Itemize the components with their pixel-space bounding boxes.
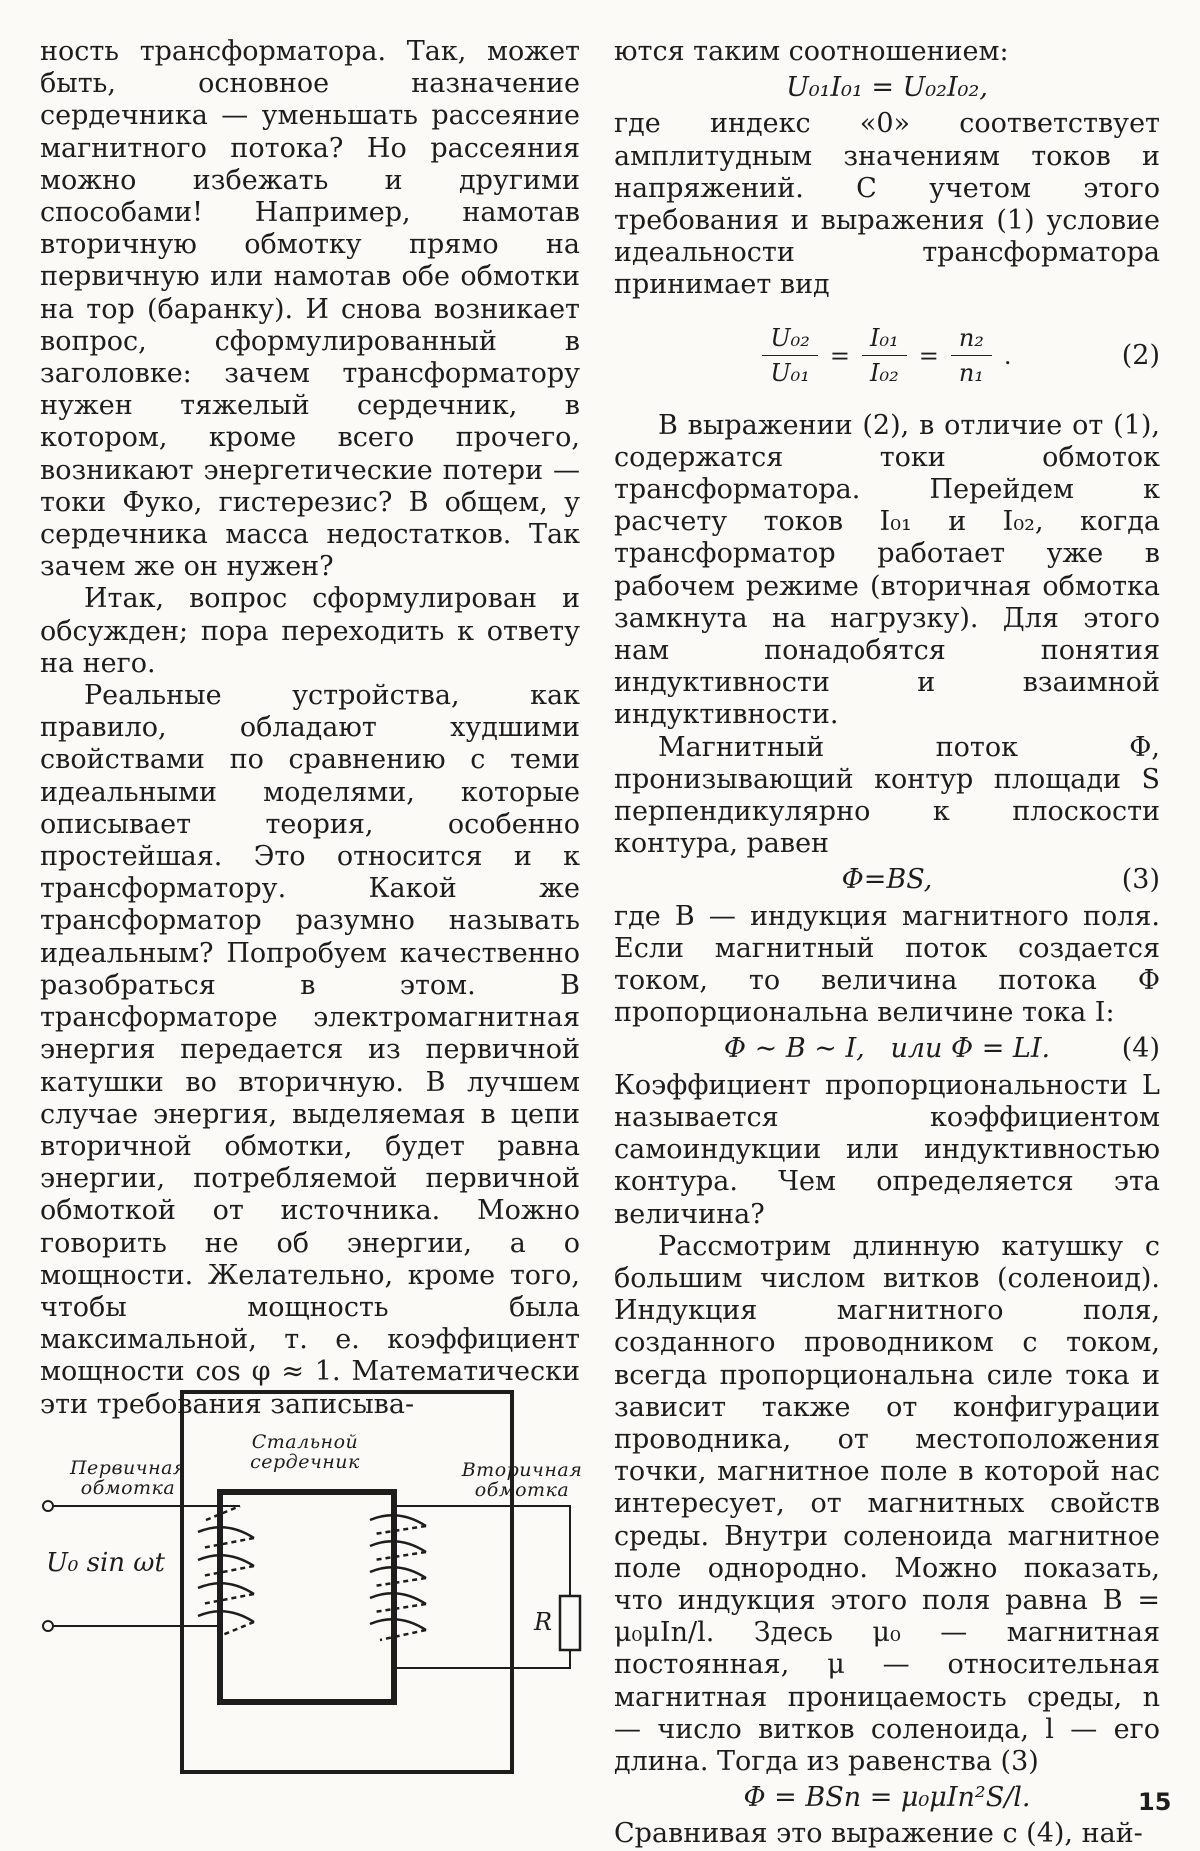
resistor-label: R (534, 1608, 553, 1636)
secondary-winding-label: Вторичная обмотка (461, 1459, 583, 1501)
fraction-turns (951, 324, 992, 387)
paragraph: Магнитный поток Φ, пронизывающий контур площади S перпендикулярно к плоскости контура, равен (614, 731, 1160, 860)
fraction-numerator: I₀₁ (862, 324, 907, 356)
transformer-diagram (40, 1370, 600, 1790)
primary-coil (198, 1506, 254, 1636)
secondary-coil (370, 1515, 426, 1640)
terminal-bottom (43, 1621, 53, 1631)
equals-sign: = (918, 341, 939, 370)
fraction-denominator: U₀₁ (770, 359, 810, 388)
fraction-numerator: n₂ (951, 324, 992, 356)
fraction-denominator: n₁ (958, 359, 984, 388)
secondary-bottom-wire (394, 1648, 570, 1668)
secondary-top-wire (394, 1506, 570, 1598)
equation-number: (2) (1121, 340, 1160, 372)
paragraph: В выражении (2), в отличие от (1), содержатся токи обмоток трансформатора. Перейдем к расчету токов I₀₁ и I₀₂, когда трансформатор работает уже в рабочем режиме (вторичная обмотка замкнута на нагрузку). Для этого нам понадобятся понятия индуктивности и взаимной индуктивности. (614, 409, 1160, 731)
primary-winding-label: Первичная обмотка (69, 1457, 186, 1499)
paragraph: ются таким соотношением: (614, 36, 1009, 67)
fraction-denominator: I₀₂ (870, 359, 899, 388)
equation-text: Φ=BS, (841, 864, 933, 896)
paragraph: где индекс «0» соответствует амплитудным значениям токов и напряжений. С учетом этого требования и выражения (1) условие идеальности трансформатора принимает вид (614, 108, 1160, 301)
fraction-numerator: U₀₂ (762, 324, 817, 356)
equation-2 (614, 302, 1160, 410)
resistor (560, 1596, 580, 1650)
equation-3 (614, 864, 1160, 896)
equation-number: (4) (1121, 1033, 1160, 1065)
right-column (614, 36, 1160, 1851)
paragraph: Итак, вопрос сформулирован и обсужден; пора переходить к ответу на него. (40, 583, 580, 679)
left-column (40, 36, 580, 1421)
equation-4 (614, 1033, 1160, 1065)
source-voltage-label: U₀ sin ωt (46, 1548, 165, 1578)
core-inner-frame (220, 1492, 394, 1702)
paragraph: Сравнивая это выражение с (4), най- (614, 1818, 1143, 1850)
equation-number: (3) (1121, 864, 1160, 896)
terminal-top (43, 1501, 53, 1511)
equation-text: Φ ∼ B ∼ I, или Φ = LI. (723, 1033, 1051, 1065)
fraction-current (862, 324, 907, 387)
paragraph: ность трансформатора. Так, может быть, основное назначение сердечника — уменьшать рассеяние магнитного потока? Но рассеяния можно избежать и другими способами! Например, намотав вторичную обмотку прямо на первичную или намотав обе обмотки на тор (баранку). И снова возникает вопрос, сформулированный в заголовке: зачем трансформатору нужен тяжелый сердечник, в котором, кроме всего прочего, возникают энергетические потери — токи Фуко, гистерезис? В общем, у сердечника масса недостатков. Так зачем же он нужен? (40, 36, 580, 583)
paragraph: где B — индукция магнитного поля. Если магнитный поток создается током, то величина потока Φ пропорциональна величине тока I: (614, 900, 1160, 1029)
equation-1: U₀₁I₀₁ = U₀₂I₀₂, (786, 72, 988, 104)
equals-sign: = (829, 341, 850, 370)
paragraph: Рассмотрим длинную катушку с большим числом витков (соленоид). Индукция магнитного поля, созданного проводником с током, всегда пропорциональна силе тока и зависит также от конфигурации проводника, от местоположения точки, магнитное поле в которой нас интересует, от магнитных свойств среды. Внутри соленоида магнитное поле однородно. Можно показать, что индукция этого поля равна B = μ₀μIn/l. Здесь μ₀ — магнитная постоянная, μ — относительная магнитная проницаемость среды, n — число витков соленоида, l — его длина. Тогда из равенства (3) (614, 1230, 1160, 1777)
paragraph: Реальные устройства, как правило, обладают худшими свойствами по сравнению с теми идеальными моделями, которые описывает теория, особенно простейшая. Это относится и к трансформатору. Какой же трансформатор разумно называть идеальным? Попробуем качественно разобраться в этом. В трансформаторе электромагнитная энергия передается из первичной катушки во вторичную. В лучшем случае энергия, выделяемая в цепи вторичной обмотки, будет равна энергии, потребляемой первичной обмоткой от источника. Можно говорить не об энергии, а о мощности. Желательно, кроме того, чтобы мощность была максимальной, т. е. коэффициент мощности cos φ ≈ 1. Математически эти требования записыва- (40, 680, 580, 1420)
paragraph: Коэффициент пропорциональности L называется коэффициентом самоиндукции или индуктивностью контура. Чем определяется эта величина? (614, 1069, 1160, 1230)
page-number: 15 (1138, 1788, 1172, 1816)
fraction-voltage (762, 324, 817, 387)
steel-core-label: Стальной сердечник (250, 1431, 360, 1473)
period: . (1003, 341, 1012, 370)
equation-5: Φ = BSn = μ₀μIn²S/l. (743, 1782, 1031, 1814)
